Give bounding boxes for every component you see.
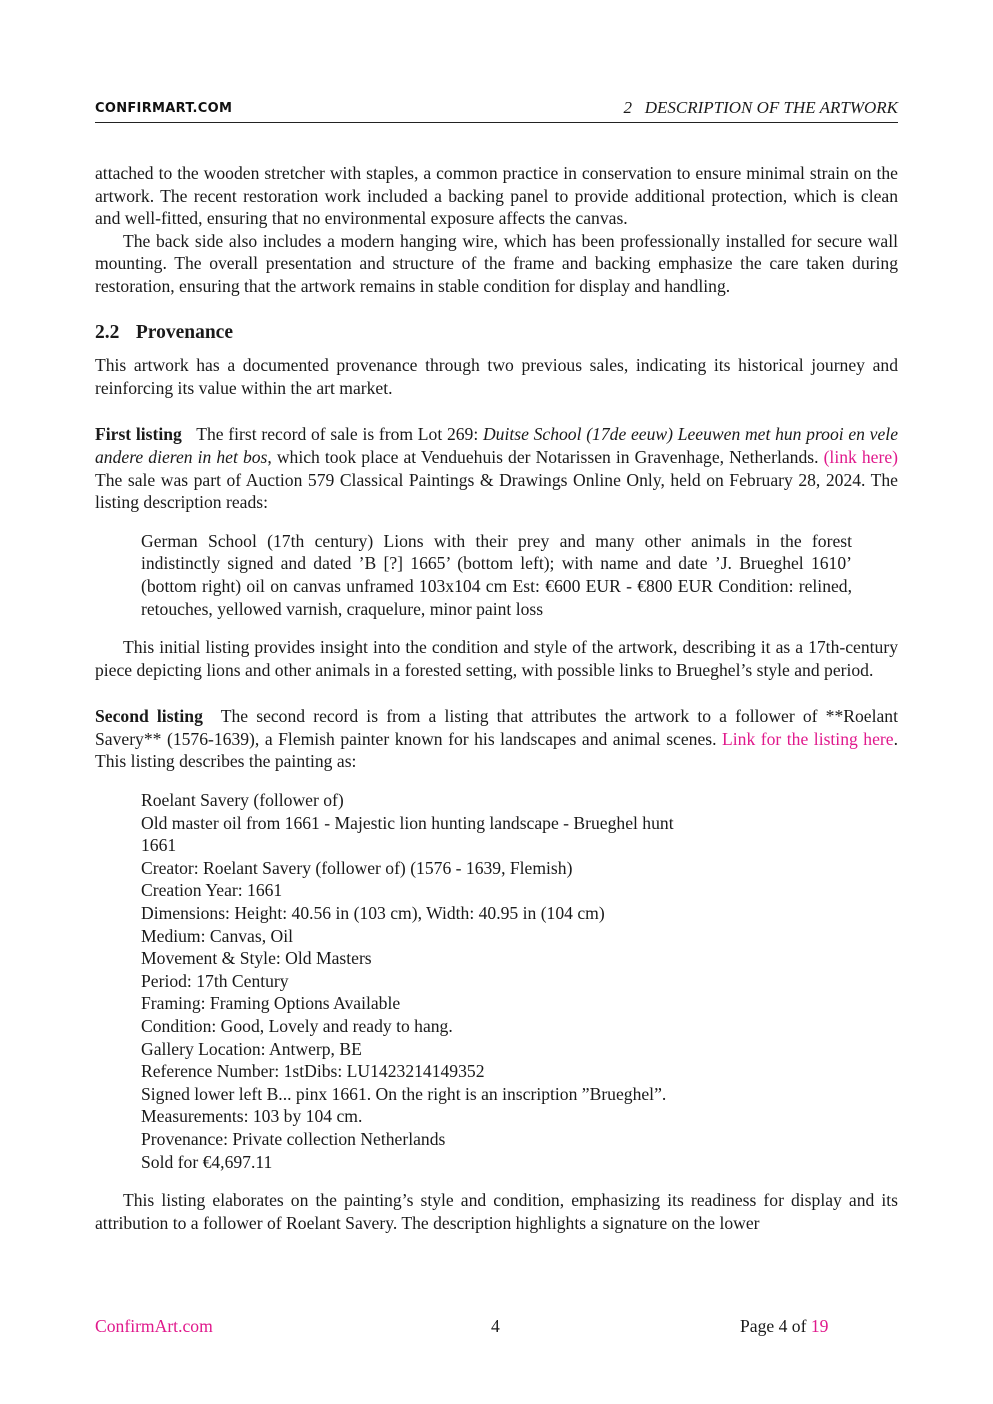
quote-line: Signed lower left B... pinx 1661. On the right is an inscription ”Brueghel”. <box>141 1083 667 1104</box>
quote-line: Dimensions: Height: 40.56 in (103 cm), Width: 40.95 in (104 cm) <box>141 903 605 924</box>
paragraph: The back side also includes a modern hanging wire, which has been professionally installed for secure wall mounting. The overall presentation and structure of the frame and backing emphasize the care taken during restoration, ensuring that the artwork remains in stable condition for display and handling. <box>95 230 898 296</box>
section-number: 2.2 <box>95 321 120 343</box>
page-header <box>95 98 898 123</box>
page-label: Page 4 of <box>740 1316 811 1336</box>
second-listing-heading: Second listing <box>95 706 203 727</box>
quote-line: Movement & Style: Old Masters <box>141 948 372 969</box>
quote-line: Provenance: Private collection Netherlands <box>141 1128 446 1149</box>
paragraph: This initial listing provides insight into the condition and style of the artwork, describing it as a 17th-century piece depicting lions and other animals in a forested setting, with possible links to Brueghel’s style and period. <box>95 637 898 680</box>
quote-line: Sold for €4,697.11 <box>141 1151 273 1172</box>
section-heading <box>95 322 898 345</box>
second-listing-link[interactable]: Link for the listing here <box>722 728 894 749</box>
first-listing-link[interactable]: (link here) <box>823 446 899 467</box>
quote-line: 1661 <box>141 835 177 856</box>
text: . This listing describes the painting as: <box>95 728 898 772</box>
page-total-link[interactable]: 19 <box>810 1316 829 1336</box>
footer-page-number: 4 <box>491 1316 500 1336</box>
text: The sale was part of Auction 579 Classical Paintings & Drawings Online Only, held on February 28, 2024. The listing description reads: <box>95 469 898 513</box>
quote-line: Gallery Location: Antwerp, BE <box>141 1038 362 1059</box>
text: The second record is from a listing that attributes the artwork to a follower of **Roelant Savery** (1576-1639), a Flemish painter known for his landscapes and animal scenes. <box>95 706 898 749</box>
quote-line: Measurements: 103 by 104 cm. <box>141 1106 363 1127</box>
quote-line: Period: 17th Century <box>141 970 289 991</box>
quote-line: Condition: Good, Lovely and ready to hang. <box>141 1016 453 1036</box>
running-title: 2 DESCRIPTION OF THE ARTWORK <box>623 98 898 117</box>
quote-line: Framing: Framing Options Available <box>141 993 401 1014</box>
first-listing-paragraph <box>95 423 898 513</box>
quote-line: Medium: Canvas, Oil <box>141 925 293 946</box>
quote-line: Old master oil from 1661 - Majestic lion hunting landscape - Brueghel hunt <box>141 812 674 833</box>
first-listing-heading: First listing <box>95 424 182 445</box>
document-body <box>95 162 898 1234</box>
second-listing-quote <box>141 789 852 1173</box>
footer-page-of <box>740 1316 828 1337</box>
site-logo: CONFIRMART.COM <box>95 101 233 116</box>
quote-line: Creation Year: 1661 <box>141 880 283 901</box>
footer-site-link[interactable]: ConfirmArt.com <box>95 1316 213 1336</box>
section-title: Provenance <box>135 321 233 343</box>
quote-line: Creator: Roelant Savery (follower of) (1576 - 1639, Flemish) <box>141 857 573 878</box>
text: The first record of sale is from Lot 269: <box>196 424 483 445</box>
second-listing-paragraph <box>95 705 898 773</box>
paragraph: This listing elaborates on the painting’s style and condition, emphasizing its readiness for display and its attribution to a follower of Roelant Savery. The description highlights a signature on the lower <box>95 1190 898 1233</box>
lot-title: Duitse School (17de eeuw) Leeuwen met hun prooi en vele andere dieren in het bos <box>95 424 898 467</box>
first-listing-quote: German School (17th century) Lions with their prey and many other animals in the forest indistinctly signed and dated ’B [?] 1665’ (bottom left); with name and date ’J. Brueghel 1610’ (bottom right) oil on canvas unframed 103x104 cm Est: €600 EUR - €800 EUR Condition: relined, retouches, yellowed varnish, craquelure, minor paint loss <box>141 530 852 619</box>
quote-line: Roelant Savery (follower of) <box>141 790 344 811</box>
paragraph: attached to the wooden stretcher with staples, a common practice in conservation to ensure minimal strain on the artwork. The recent restoration work included a backing panel to provide additional protection, which is clean and well-fitted, ensuring that no environmental exposure affects the canvas. <box>95 163 898 229</box>
section-intro: This artwork has a documented provenance through two previous sales, indicating its historical journey and reinforcing its value within the art market. <box>95 355 898 398</box>
quote-line: Reference Number: 1stDibs: LU1423214149352 <box>141 1061 485 1082</box>
text: , which took place at Venduehuis der Notarissen in Gravenhage, Netherlands. <box>267 446 824 467</box>
